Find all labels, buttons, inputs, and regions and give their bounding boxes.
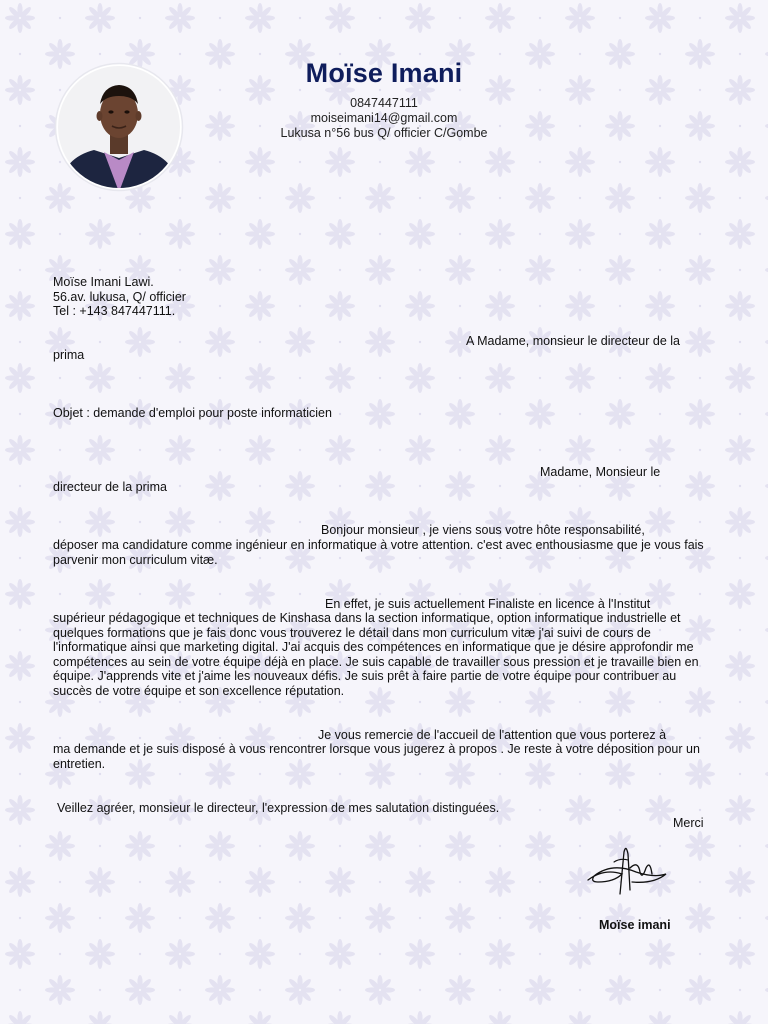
paragraph-1-body: déposer ma candidature comme ingénieur en informatique à votre attention. c'est avec enthousiasme que je vous fais parvenir mon curriculum vitæ.	[53, 538, 704, 567]
applicant-phone: 0847447111	[350, 96, 418, 110]
sender-name: Moïse Imani Lawi.	[53, 275, 154, 289]
sender-address: 56.av. lukusa, Q/ officier	[53, 290, 186, 304]
subject-line: Objet : demande d'emploi pour poste informaticien	[53, 406, 332, 420]
sender-phone: Tel : +143 847447111.	[53, 304, 176, 318]
paragraph-3-body: ma demande et je suis disposé à vous rencontrer lorsque vous jugerez à propos . Je reste à votre déposition pour un entretien.	[53, 742, 700, 771]
paragraph-3-lead: Je vous remercie de l'accueil de l'attention que vous porterez à	[318, 728, 667, 742]
recipient-line: A Madame, monsieur le directeur de la	[466, 334, 680, 348]
salutation-line: Madame, Monsieur le	[540, 465, 661, 479]
paragraph-2-lead: En effet, je suis actuellement Finaliste en licence à l'Institut	[325, 597, 651, 611]
paragraph-1-lead: Bonjour monsieur , je viens sous votre hôte responsabilité,	[321, 523, 645, 537]
recipient-line-cont: prima	[53, 348, 85, 362]
paragraph-2-body: supérieur pédagogique et techniques de Kinshasa dans la section informatique, option informatique industrielle et quelques formations que je fais donc vous trouverez le détail dans mon curriculum vitæ j'ai suivi de cours de l'informatique ainsi que marketing digital. J'ai acquis des compétences en informatique que je désire approfondir me compétences au sein de votre équipe déjà en place. Je suis capable de travailler sous pression et je travaille bien en équipe. J'apprends vite et j'aime les nouveaux défis. Je suis prêt à faire partie de votre équipe pour contribuer au succès de votre équipe et son excellence réputation.	[53, 611, 699, 698]
thanks-text: Merci	[673, 816, 704, 830]
closing-formula: Veillez agréer, monsieur le directeur, l'expression de mes salutation distinguées.	[57, 801, 500, 815]
applicant-address: Lukusa n°56 bus Q/ officier C/Gombe	[280, 126, 488, 140]
applicant-name: Moïse Imani	[305, 58, 463, 88]
signature-name: Moïse imani	[599, 918, 671, 932]
applicant-email: moiseimani14@gmail.com	[310, 111, 458, 125]
handwritten-signature	[584, 838, 674, 900]
salutation-line-cont: directeur de la prima	[53, 480, 167, 494]
